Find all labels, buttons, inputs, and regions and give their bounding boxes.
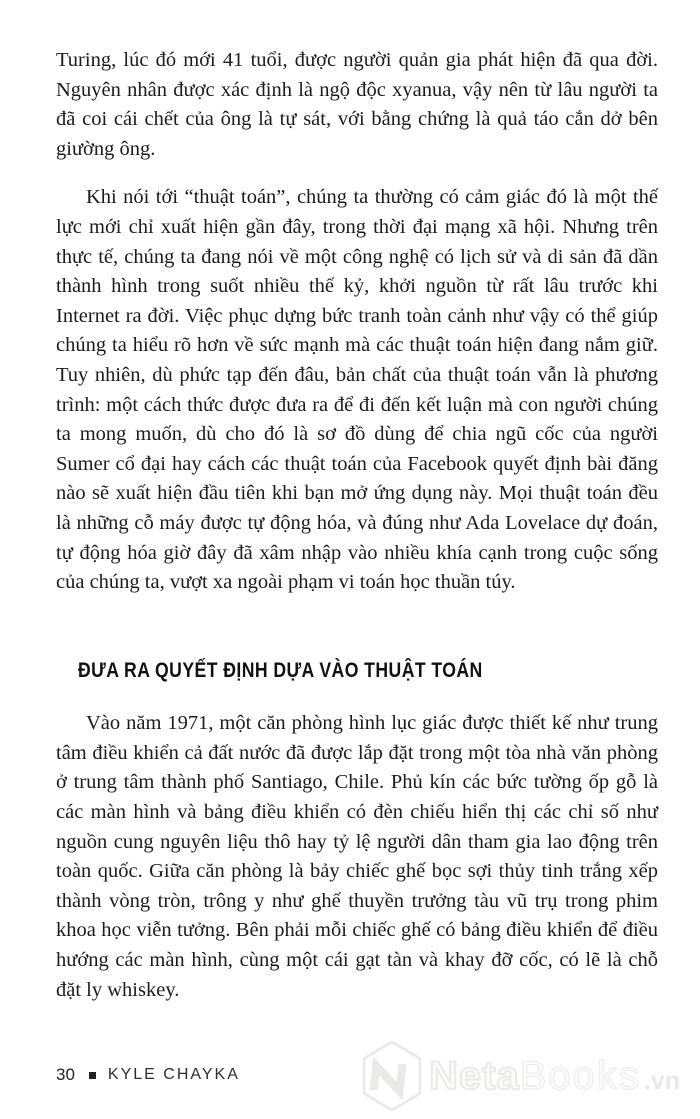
section-heading: ĐƯA RA QUYẾT ĐỊNH DỰA VÀO THUẬT TOÁN (78, 658, 483, 682)
watermark-text (429, 1056, 680, 1096)
page-number: 30 (56, 1065, 75, 1084)
watermark-tld: .vn (643, 1067, 680, 1095)
watermark-brand-secondary: Books (519, 1054, 641, 1098)
page-footer (56, 1064, 240, 1086)
square-bullet-icon (89, 1072, 96, 1079)
paragraph: Turing, lúc đó mới 41 tuổi, được người quản gia phát hiện đã qua đời. Nguyên nhân được xác định là ngộ độc xyanua, vậy nên từ lâu người ta đã coi cái chết của ông là tự sát, với bằng chứng là quả táo cắn dở bên giường ông. (56, 49, 658, 160)
paragraph: Khi nói tới “thuật toán”, chúng ta thường có cảm giác đó là một thế lực mới chỉ xuất hiện gần đây, trong thời đại mạng xã hội. Nhưng trên thực tế, chúng ta đang nói về một công nghệ có lịch sử và di sản đã dần thành hình trong suốt nhiều thế kỷ, khởi nguồn từ rất lâu trước khi Internet ra đời. Việc phục dựng bức tranh toàn cảnh như vậy có thể giúp chúng ta hiểu rõ hơn về sức mạnh mà các thuật toán hiện đang nắm giữ. Tuy nhiên, dù phức tạp đến đâu, bản chất của thuật toán vẫn là phương trình: một cách thức được đưa ra để đi đến kết luận mà con người chúng ta mong muốn, dù cho đó là sơ đồ dùng để chia ngũ cốc của người Sumer cổ đại hay cách các thuật toán của Facebook quyết định bài đăng nào sẽ xuất hiện đầu tiên khi bạn mở ứng dụng này. Mọi thuật toán đều là những cỗ máy được tự động hóa, và đúng như Ada Lovelace dự đoán, tự động hóa giờ đây đã xâm nhập vào nhiều khía cạnh trong cuộc sống của chúng ta, vượt xa ngoài phạm vi toán học thuần túy. (56, 186, 658, 594)
page-body-text (56, 46, 658, 1024)
paragraph: Vào năm 1971, một căn phòng hình lục giác được thiết kế như trung tâm điều khiển cả đất nước đã được lắp đặt trong một tòa nhà văn phòng ở trung tâm thành phố Santiago, Chile. Phủ kín các bức tường ốp gỗ là các màn hình và bảng điều khiển có đèn chiếu hiển thị các chỉ số như nguồn cung nguyên liệu thô hay tỷ lệ người dân tham gia lao động trên toàn quốc. Giữa căn phòng là bảy chiếc ghế bọc sợi thủy tinh trắng xếp thành vòng tròn, trông y như ghế thuyền trưởng tàu vũ trụ trong phim khoa học viễn tưởng. Bên phải mỗi chiếc ghế có bảng điều khiển để điều hướng các màn hình, cùng một cái gạt tàn và khay đỡ cốc, có lẽ là chỗ đặt ly whiskey. (56, 712, 658, 1001)
netabooks-hexagon-logo-icon (360, 1040, 424, 1112)
netabooks-watermark (360, 1040, 680, 1112)
author-name: KYLE CHAYKA (107, 1066, 240, 1083)
watermark-brand-primary: Neta (429, 1054, 520, 1098)
